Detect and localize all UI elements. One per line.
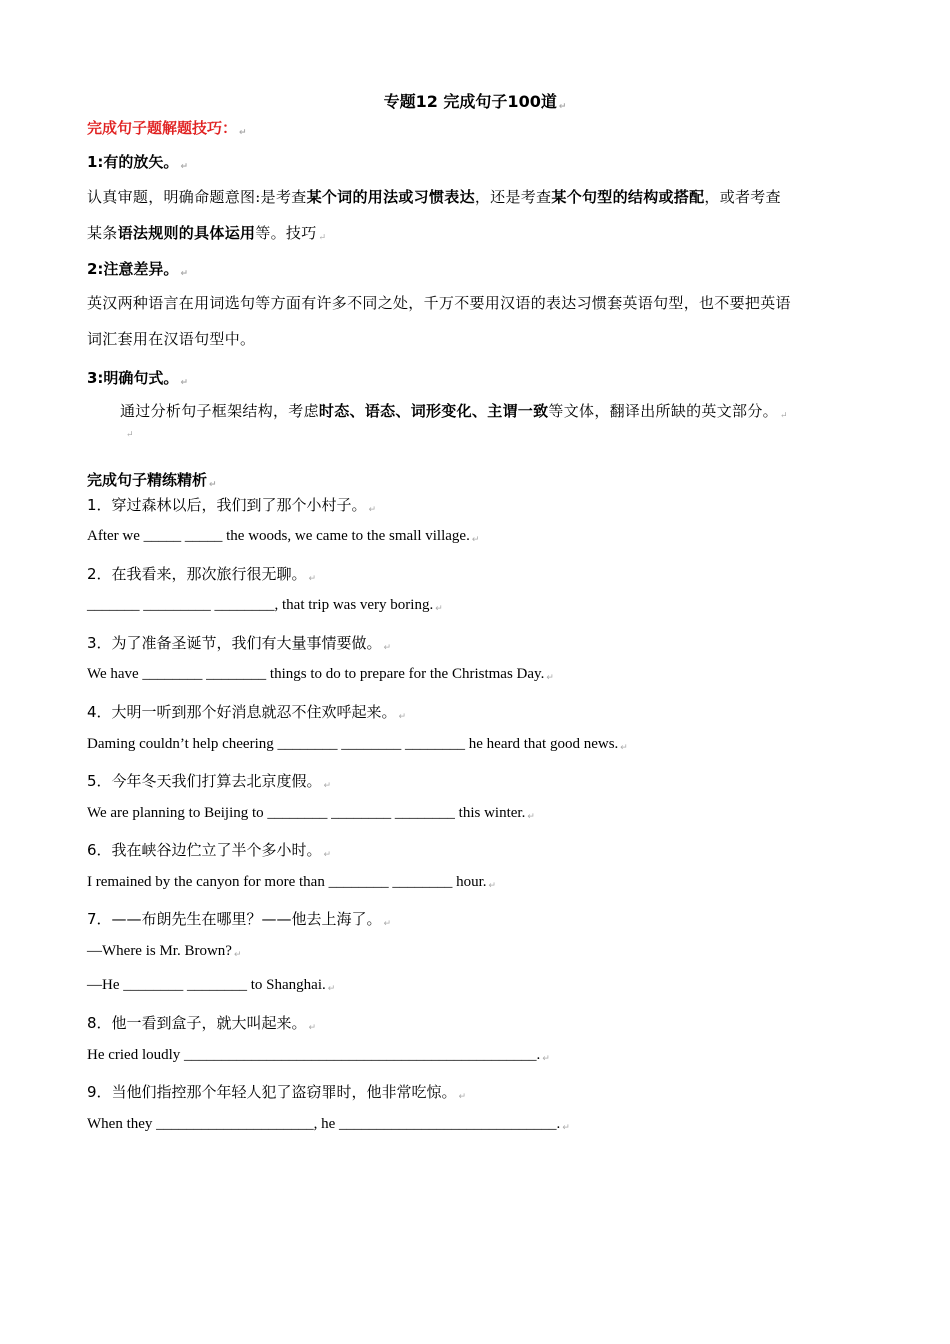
question-6-en: I remained by the canyon for more than ________ ________ hour. ↵ (87, 874, 497, 890)
question-5-zh: 5．今年冬天我们打算去北京度假。 ↵ (87, 772, 332, 791)
paragraph-mark-glyph: ↵ (318, 233, 327, 243)
question-7-en-b: —He ________ ________ to Shanghai. ↵ (87, 977, 336, 993)
paragraph-mark-glyph: ↵ (435, 603, 443, 613)
paragraph-mark-glyph: ↵ (209, 480, 217, 490)
question-8-zh: 8．他一看到盒子，就大叫起来。 ↵ (87, 1014, 317, 1033)
question-4-zh: 4．大明一听到那个好消息就忍不住欢呼起来。 ↵ (87, 703, 407, 722)
document-title: 专题12 完成句子100道 ↵ (383, 92, 567, 112)
question-2-en: _______ _________ ________, that trip was very boring. ↵ (87, 597, 443, 613)
question-8-en: He cried loudly _______________________________________________. ↵ (87, 1047, 550, 1063)
question-3-en: We have ________ ________ things to do to prepare for the Christmas Day. ↵ (87, 666, 554, 682)
paragraph-mark-glyph: ↵ (233, 949, 242, 959)
paragraph-mark-glyph: ↵ (383, 643, 392, 653)
question-1-en: After we _____ _____ the woods, we came to the small village. ↵ (87, 528, 480, 544)
question-9-en: When they _____________________, he _____________________________. ↵ (87, 1116, 570, 1132)
paragraph-mark-glyph: ↵ (368, 505, 377, 515)
tip1-line1: 认真审题，明确命题意图:是考查某个词的用法或习惯表达，还是考查某个句型的结构或搭配，或者考查 (87, 188, 781, 206)
paragraph-mark-glyph: ↵ (323, 850, 332, 860)
paragraph-mark-glyph: ↵ (546, 672, 554, 682)
tip1-line2: 某条语法规则的具体运用等。技巧 ↵ (87, 224, 327, 243)
question-9-zh: 9．当他们指控那个年轻人犯了盗窃罪时，他非常吃惊。 ↵ (87, 1083, 467, 1102)
paragraph-mark-glyph: ↵ (180, 162, 188, 172)
paragraph-mark-glyph: ↵ (308, 574, 317, 584)
paragraph-mark-glyph: ↵ (488, 880, 497, 890)
paragraph-mark-glyph: ↵ (527, 811, 535, 821)
paragraph-mark-glyph: ↵ (542, 1053, 550, 1063)
paragraph-mark (124, 420, 134, 440)
question-7-en-a: —Where is Mr. Brown? ↵ (87, 943, 242, 959)
tip3-heading: 3:明确句式。 ↵ (87, 369, 188, 388)
paragraph-mark-glyph: ↵ (458, 1092, 467, 1102)
paragraph-mark-glyph: ↵ (398, 712, 407, 722)
paragraph-mark-glyph: ↵ (471, 534, 480, 544)
question-1-zh: 1．穿过森林以后，我们到了那个小村子。 ↵ (87, 496, 377, 515)
paragraph-mark-glyph: ↵ (126, 430, 134, 440)
question-6-zh: 6．我在峡谷边伫立了半个多小时。 ↵ (87, 841, 332, 860)
question-2-zh: 2．在我看来，那次旅行很无聊。 ↵ (87, 565, 317, 584)
question-3-zh: 3．为了准备圣诞节，我们有大量事情要做。 ↵ (87, 634, 392, 653)
practice-heading: 完成句子精练精析 ↵ (87, 471, 217, 490)
tip1-heading: 1:有的放矢。 ↵ (87, 153, 188, 172)
paragraph-mark-glyph: ↵ (558, 102, 567, 112)
paragraph-mark-glyph: ↵ (180, 378, 188, 388)
question-7-zh: 7．——布朗先生在哪里？——他去上海了。 ↵ (87, 910, 392, 929)
tip3-line: 通过分析句子框架结构，考虑时态、语态、词形变化、主谓一致等文体，翻译出所缺的英文部分。 ↵ (120, 402, 788, 421)
paragraph-mark-glyph: ↵ (323, 781, 332, 791)
paragraph-mark-glyph: ↵ (327, 983, 336, 993)
paragraph-mark-glyph: ↵ (562, 1122, 570, 1132)
question-5-en: We are planning to Beijing to ________ ________ ________ this winter. ↵ (87, 805, 535, 821)
paragraph-mark-glyph: ↵ (779, 411, 788, 421)
paragraph-mark-glyph: ↵ (180, 269, 188, 279)
tips-heading: 完成句子题解题技巧： ↵ (87, 119, 247, 138)
paragraph-mark-glyph: ↵ (620, 742, 628, 752)
paragraph-mark-glyph: ↵ (383, 919, 392, 929)
paragraph-mark-glyph: ↵ (308, 1023, 317, 1033)
tip2-line2: 词汇套用在汉语句型中。 (87, 330, 256, 348)
tip2-line1: 英汉两种语言在用词选句等方面有许多不同之处，千万不要用汉语的表达习惯套英语句型，也不要把英语 (87, 294, 791, 312)
tip2-heading: 2:注意差异。 ↵ (87, 260, 188, 279)
paragraph-mark-glyph: ↵ (239, 128, 247, 138)
question-4-en: Daming couldn’t help cheering ________ ________ ________ he heard that good news. ↵ (87, 736, 628, 752)
